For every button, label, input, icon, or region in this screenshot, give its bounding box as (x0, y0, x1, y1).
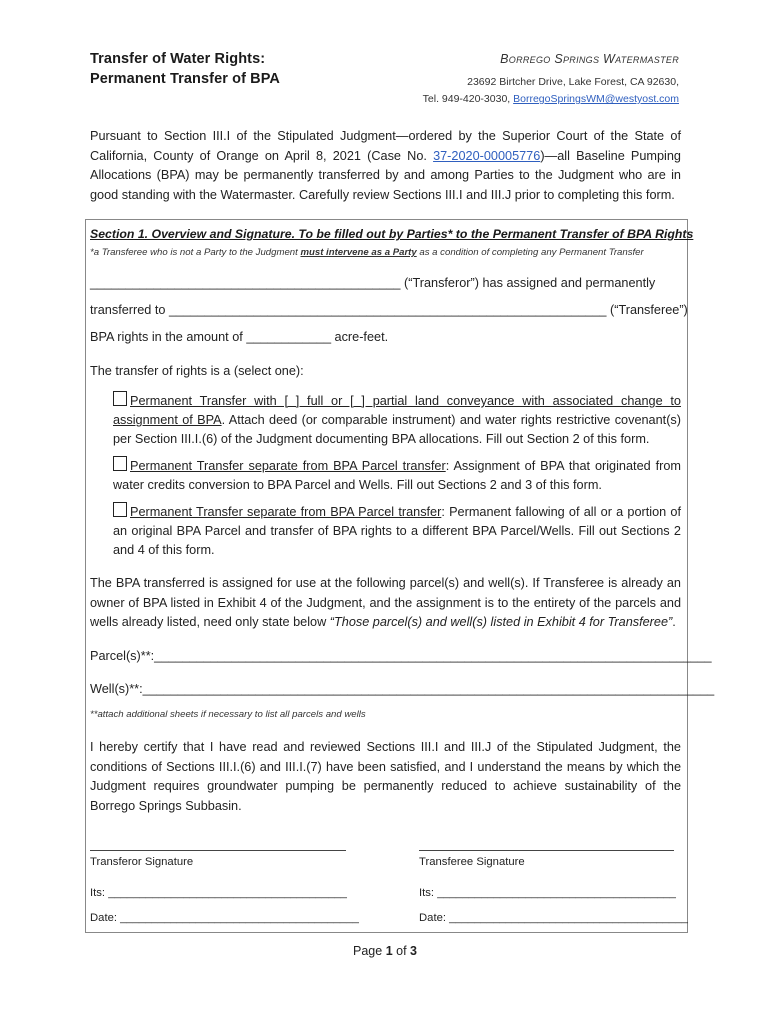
option-2-text: : Assignment of BPA that originated from water credits conversion to BPA Parcel and Wells. Fill out Sections 2 and 3 of this form. (113, 459, 681, 492)
transferor-field-line[interactable]: ____________________________________________ (“Transferor”) has assigned and permanently (90, 276, 656, 290)
note-emphasis: must intervene as a Party (300, 247, 417, 258)
option-2 (113, 456, 681, 495)
transferee-date-field[interactable]: Date: ______________________________________ (419, 912, 688, 924)
option-1 (113, 391, 681, 449)
organization-name: Borrego Springs Watermaster (500, 52, 679, 66)
contact-line (423, 93, 679, 105)
of-word: of (392, 944, 411, 958)
telephone: Tel. 949-420-3030, (422, 93, 514, 105)
attach-note: **attach additional sheets if necessary to list all parcels and wells (90, 709, 366, 720)
assignment-paragraph (90, 574, 681, 633)
certification-paragraph: I hereby certify that I have read and reviewed Sections III.I and III.J of the Stipulated Judgment, the conditions of Sections III.I.(6) and III.I.(7) have been satisfied, and I understand the means by which the Judgment requires groundwater pumping be permanently reduced to achieve sustainability of the Borrego Springs Subbasin. (90, 740, 681, 813)
assignment-italic: “Those parcel(s) and well(s) listed in Exhibit 4 for Transferee” (329, 615, 673, 629)
wells-field-line[interactable]: Well(s)**:_________________________________________________________________________________ (90, 682, 715, 696)
intro-text-cont: )—all Baseline Pumping Allocations (BPA) may be permanently transferred by and among Parties to the Judgment who are in good standing with the Watermaster. Carefully review Sections III.I and III.J prior to completing this form. (90, 148, 681, 202)
select-label: The transfer of rights is a (select one): (90, 364, 304, 378)
current-page: 1 (385, 944, 393, 958)
option-3-label: Permanent Transfer separate from BPA Parcel transfer (130, 505, 442, 519)
note-text-end: as a condition of completing any Permanent Transfer (416, 247, 644, 258)
page-word: Page (353, 944, 386, 958)
intro-text: Pursuant to Section III.I of the Stipulated Judgment—ordered by the Superior Court of the State of California, County of Orange on April 8, 2021 (Case No. (90, 129, 681, 163)
form-title-line2: Permanent Transfer of BPA (90, 71, 280, 87)
transferee-field-line[interactable]: transferred to ______________________________________________________________ (“Transferee”) (90, 303, 688, 317)
transferee-note (90, 247, 644, 258)
option-3-text: : Permanent fallowing of all or a portion of an original BPA Parcel and transfer of BPA rights to a different BPA Parcel/Wells. Fill out Sections 2 and 4 of this form. (113, 505, 681, 557)
parcels-field-line[interactable]: Parcel(s)**:_______________________________________________________________________________ (90, 649, 712, 663)
section-1-title: Section 1. Overview and Signature. To be filled out by Parties* to the Permanent Transfer of BPA Rights (90, 227, 694, 241)
email-link[interactable]: BorregoSpringsWM@westyost.com (513, 93, 679, 105)
assignment-end: . (672, 615, 676, 629)
option-2-label: Permanent Transfer separate from BPA Parcel transfer (130, 459, 446, 473)
option-3-checkbox[interactable] (113, 502, 127, 517)
transferor-signature-line[interactable] (90, 850, 346, 851)
page-number (0, 944, 770, 958)
transferor-its-field[interactable]: Its: ______________________________________ (90, 887, 347, 899)
transferee-signature-label: Transferee Signature (419, 856, 525, 868)
transferor-signature-label: Transferor Signature (90, 856, 194, 868)
case-number-link[interactable]: 37-2020-00005776 (433, 148, 541, 163)
transferor-date-field[interactable]: Date: ______________________________________ (90, 912, 359, 924)
total-pages: 3 (410, 944, 417, 958)
assignment-text: The BPA transferred is assigned for use at the following parcel(s) and well(s). If Transferee is already an owner of BPA listed in Exhibit 4 of the Judgment, and the assignment is to the entirety of the parcels and wells already listed, need only state below (90, 576, 681, 629)
address-line: 23692 Birtcher Drive, Lake Forest, CA 92630, (467, 76, 679, 88)
option-3 (113, 502, 681, 560)
note-text: *a Transferee who is not a Party to the Judgment (90, 247, 301, 258)
option-2-checkbox[interactable] (113, 456, 127, 471)
option-1-label: Permanent Transfer with [ ] full or [ ] partial land conveyance with associated change to assignment of BPA (113, 394, 681, 427)
option-1-text: . Attach deed (or comparable instrument) and water rights restrictive covenant(s) per Section III.I.(6) of the Judgment documenting BPA allocations. Fill out Section 2 of this form. (113, 413, 681, 446)
transferee-its-field[interactable]: Its: ______________________________________ (419, 887, 676, 899)
option-1-checkbox[interactable] (113, 391, 127, 406)
intro-paragraph (90, 127, 681, 205)
transferee-signature-line[interactable] (419, 850, 674, 851)
bpa-amount-field-line[interactable]: BPA rights in the amount of ____________ acre-feet. (90, 330, 389, 344)
form-title-line1: Transfer of Water Rights: (90, 51, 266, 67)
